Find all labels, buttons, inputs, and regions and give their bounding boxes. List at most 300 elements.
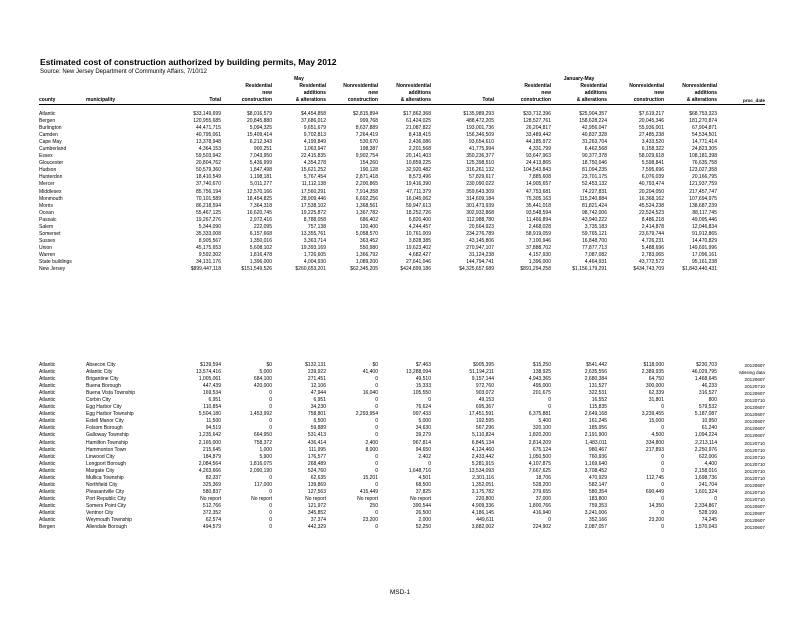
- value-cell: 1,169,640: [584, 460, 607, 467]
- value-cell: 120,400: [359, 223, 378, 230]
- proc-date-cell: [717, 181, 765, 188]
- proc-date-cell: [717, 132, 765, 139]
- value-cell: 190,128: [359, 167, 378, 174]
- proc-date-cell: [717, 125, 765, 132]
- value-cell: 16,368,162: [638, 195, 664, 202]
- county-row: [39, 118, 765, 125]
- header-cell: construction: [326, 97, 378, 105]
- value-cell: 5,598,841: [641, 160, 664, 167]
- value-cell: 4,107,875: [528, 460, 551, 467]
- value-cell: 1,094,224: [694, 432, 717, 439]
- value-cell: $0: [372, 362, 378, 368]
- value-cell: 17,096,161: [691, 251, 717, 258]
- value-cell: 2,389,935: [641, 369, 664, 376]
- value-cell: 40,795,061: [195, 132, 221, 139]
- value-cell: 4,244,457: [408, 223, 431, 230]
- value-cell: 13,378,948: [195, 139, 221, 146]
- value-cell: 19,225,872: [300, 209, 326, 216]
- proc-date-cell: 20120710: [744, 440, 765, 446]
- municipality-row: [39, 454, 765, 461]
- value-cell: 34,131,176: [195, 258, 221, 265]
- value-cell: 0: [269, 474, 272, 481]
- value-cell: 17,451,591: [468, 411, 494, 418]
- value-cell: 23,200: [648, 517, 664, 524]
- value-cell: 12,106: [310, 383, 326, 390]
- value-cell: 325,369: [202, 481, 221, 488]
- municipality-cell: Hamilton Township: [86, 439, 128, 446]
- value-cell: 0: [269, 397, 272, 404]
- value-cell: 107,694,975: [689, 195, 717, 202]
- header-cell: & alterations: [551, 97, 607, 105]
- value-cell: 2,090,190: [249, 467, 272, 474]
- value-cell: 760,936: [588, 453, 607, 460]
- municipality-row: [39, 411, 765, 418]
- value-cell: 4,364,153: [198, 146, 221, 153]
- municipality-row: [39, 503, 765, 510]
- value-cell: $33,712,396: [523, 111, 551, 117]
- header-cell: new: [541, 90, 551, 96]
- header-cell: construction: [221, 97, 272, 105]
- value-cell: $230,703: [696, 362, 717, 368]
- value-cell: 76,624: [415, 404, 431, 411]
- value-cell: 127,563: [307, 488, 326, 495]
- value-cell: No report: [200, 495, 221, 502]
- value-cell: 4,157,930: [528, 251, 551, 258]
- county-row: [39, 238, 765, 245]
- value-cell: 27,641,046: [405, 258, 431, 265]
- value-cell: 300,000: [645, 383, 664, 390]
- proc-date-cell: [717, 153, 765, 160]
- municipality-cell: Galloway Township: [86, 432, 129, 439]
- value-cell: 0: [269, 524, 272, 531]
- value-cell: 6,951: [208, 397, 221, 404]
- header-cell: county: [39, 97, 86, 105]
- value-cell: 4,909,336: [471, 502, 494, 509]
- proc-date-cell: 20120607: [744, 518, 765, 524]
- value-cell: 43,145,806: [468, 237, 494, 244]
- value-cell: 234,276,789: [466, 230, 494, 237]
- value-cell: 11,500: [206, 418, 221, 425]
- value-cell: 372,352: [202, 509, 221, 516]
- municipality-cell: Northfield City: [86, 481, 118, 488]
- value-cell: 2,293,954: [355, 411, 378, 418]
- municipality-cell: [86, 210, 170, 217]
- value-cell: 5,436,999: [249, 160, 272, 167]
- value-cell: 495,000: [532, 383, 551, 390]
- proc-date-cell: 20120710: [744, 461, 765, 467]
- municipality-cell: Margate City: [86, 467, 115, 474]
- value-cell: 320,100: [532, 425, 551, 432]
- value-cell: 34,630: [415, 425, 431, 432]
- value-cell: 3,828,385: [408, 237, 431, 244]
- municipality-row: [39, 475, 765, 482]
- value-cell: 181,270,874: [689, 118, 717, 125]
- value-cell: 93,654,610: [468, 139, 494, 146]
- value-cell: 20,045,346: [638, 118, 664, 125]
- municipality-cell: Corbin City: [86, 397, 111, 404]
- value-cell: 4,354,278: [303, 160, 326, 167]
- county-cell: Hudson: [39, 167, 57, 174]
- value-cell: 4,464,931: [584, 258, 607, 265]
- county-cell: Atlantic: [39, 502, 56, 509]
- value-cell: 2,783,065: [641, 251, 664, 258]
- proc-date-cell: 20120710: [744, 384, 765, 390]
- proc-date-cell: [717, 245, 765, 252]
- value-cell: 1,089,200: [355, 258, 378, 265]
- proc-date-cell: 20120710: [744, 489, 765, 495]
- value-cell: 32,920,482: [405, 167, 431, 174]
- value-cell: 68,500: [415, 481, 431, 488]
- municipality-row: [39, 489, 765, 496]
- proc-date-cell: 20120607: [744, 405, 765, 411]
- value-cell: 34,230: [310, 404, 326, 411]
- proc-date-cell: 20120607: [744, 391, 765, 397]
- county-cell: Atlantic: [39, 495, 56, 502]
- value-cell: 3,708,452: [584, 467, 607, 474]
- value-cell: 15,333: [415, 383, 431, 390]
- value-cell: 18,410,549: [195, 174, 221, 181]
- header-cell: additions: [584, 90, 607, 96]
- county-cell: Passaic: [39, 216, 57, 223]
- value-cell: 10,859,225: [405, 160, 431, 167]
- municipality-cell: Mullica Township: [86, 474, 124, 481]
- value-cell: 62,574: [205, 517, 221, 524]
- header-cell: [170, 90, 221, 97]
- value-cell: 117,000: [254, 481, 272, 488]
- county-cell: Middlesex: [39, 188, 62, 195]
- proc-date-cell: 20120607: [744, 363, 765, 368]
- value-cell: 7,264,419: [355, 132, 378, 139]
- value-cell: 2,814,209: [528, 439, 551, 446]
- municipality-cell: [86, 153, 170, 160]
- proc-date-cell: [717, 224, 765, 231]
- value-cell: 664,950: [253, 432, 272, 439]
- value-cell: 0: [269, 517, 272, 524]
- value-cell: 50,579,360: [195, 167, 221, 174]
- value-cell: 2,400: [365, 439, 378, 446]
- value-cell: 13,355,761: [300, 230, 326, 237]
- value-cell: 322,531: [588, 390, 607, 397]
- value-cell: No report: [251, 495, 272, 502]
- value-cell: 1,726,605: [303, 251, 326, 258]
- value-cell: 19,267,276: [195, 216, 221, 223]
- value-cell: 0: [714, 495, 717, 502]
- municipality-cell: Hammonton Town: [86, 446, 127, 453]
- value-cell: 8,000: [365, 446, 378, 453]
- value-cell: 46,233: [701, 383, 717, 390]
- value-cell: 110,854: [203, 404, 221, 411]
- value-cell: 2,334,867: [694, 502, 717, 509]
- value-cell: 198,387: [359, 146, 378, 153]
- value-cell: 0: [375, 453, 378, 460]
- value-cell: 9,592,302: [198, 251, 221, 258]
- value-cell: 2,165,000: [198, 439, 221, 446]
- value-cell: 0: [661, 460, 664, 467]
- value-cell: 2,433,442: [471, 453, 494, 460]
- value-cell: 14,470,829: [691, 237, 717, 244]
- municipality-row: [39, 524, 765, 531]
- value-cell: 201,675: [532, 390, 551, 397]
- value-cell: 20,804,762: [195, 160, 221, 167]
- value-cell: 759,353: [588, 502, 607, 509]
- value-cell: 59,947,613: [405, 202, 431, 209]
- municipality-cell: [86, 217, 170, 224]
- value-cell: 27,485,238: [638, 132, 664, 139]
- value-cell: 220,800: [475, 495, 494, 502]
- value-cell: 7,667,625: [528, 467, 551, 474]
- value-cell: 1,570,043: [694, 524, 717, 531]
- value-cell: No report: [410, 495, 431, 502]
- value-cell: 47,944: [310, 390, 326, 397]
- value-cell: 1,396,000: [528, 258, 551, 265]
- value-cell: 192,595: [475, 418, 494, 425]
- header-cell: Nonresidential: [682, 83, 717, 89]
- value-cell: 5,400: [538, 418, 551, 425]
- value-cell: 0: [375, 425, 378, 432]
- value-cell: $541,442: [586, 362, 607, 368]
- value-cell: 0: [661, 404, 664, 411]
- value-cell: 45,524,238: [638, 202, 664, 209]
- municipality-cell: [86, 125, 170, 132]
- report-source: Source: New Jersey Department of Community Affairs, 7/10/12: [40, 69, 207, 75]
- value-cell: 13,574,416: [195, 369, 221, 376]
- value-cell: 193,001,736: [466, 125, 494, 132]
- value-cell: 997,433: [412, 411, 431, 418]
- value-cell: 488,472,205: [466, 118, 494, 125]
- county-row: [39, 146, 765, 153]
- value-cell: $905,395: [473, 362, 494, 368]
- proc-date-cell: [717, 203, 765, 210]
- value-cell: 567,296: [475, 425, 494, 432]
- value-cell: 4,004,930: [303, 258, 326, 265]
- value-cell: 3,363,714: [303, 237, 326, 244]
- header-row-1: [39, 83, 765, 90]
- county-row: [39, 153, 765, 160]
- county-cell: Atlantic: [39, 397, 56, 404]
- proc-date-cell: 20120607: [744, 510, 765, 516]
- county-cell: Essex: [39, 153, 53, 160]
- value-cell: 2,871,418: [355, 174, 378, 181]
- value-cell: 230,090,022: [466, 181, 494, 188]
- value-cell: 15,000: [648, 418, 664, 425]
- value-cell: 59,765,121: [581, 230, 607, 237]
- municipality-cell: Port Republic City: [86, 495, 127, 502]
- value-cell: 112,745: [646, 474, 664, 481]
- value-cell: 4,263,666: [198, 467, 221, 474]
- value-cell: 1,468,645: [694, 376, 717, 383]
- value-cell: 2,414,878: [641, 223, 664, 230]
- value-cell: 11,466,894: [526, 216, 551, 223]
- value-cell: $0: [266, 362, 272, 368]
- municipality-row: [39, 425, 765, 432]
- value-cell: 550,980: [359, 244, 378, 251]
- value-cell: 31,801: [648, 397, 664, 404]
- value-cell: 1,800,766: [528, 502, 551, 509]
- value-cell: 3,735,183: [584, 223, 607, 230]
- header-cell: Residential: [245, 83, 272, 89]
- value-cell: 390,544: [412, 502, 431, 509]
- header-cell: Total: [170, 97, 221, 105]
- municipality-row: [39, 362, 765, 369]
- value-cell: 45,175,653: [195, 244, 221, 251]
- value-cell: 2,436,086: [408, 139, 431, 146]
- municipality-cell: Linwood City: [86, 453, 115, 460]
- county-cell: State buildings: [39, 258, 72, 265]
- value-cell: 70,101,589: [195, 195, 221, 202]
- value-cell: 0: [269, 488, 272, 495]
- value-cell: 579,532: [698, 404, 717, 411]
- county-row: [39, 245, 765, 252]
- proc-date-cell: 20120607: [744, 419, 765, 425]
- value-cell: 3,241,006: [584, 509, 607, 516]
- value-cell: 0: [661, 481, 664, 488]
- county-cell: Bergen: [39, 118, 56, 125]
- value-cell: 5,344,090: [198, 223, 221, 230]
- value-cell: 314,609,184: [466, 195, 494, 202]
- value-cell: 900,251: [253, 146, 272, 153]
- municipality-cell: [86, 252, 170, 259]
- value-cell: $33,149,699: [193, 111, 221, 117]
- value-cell: 43,772,572: [638, 258, 664, 265]
- value-cell: 75,305,163: [525, 195, 551, 202]
- value-cell: 363,452: [359, 237, 378, 244]
- value-cell: 88,117,745: [692, 209, 717, 216]
- value-cell: 149,691,996: [689, 244, 717, 251]
- value-cell: $4,325,657,689: [459, 266, 494, 273]
- value-cell: 222,095: [253, 223, 272, 230]
- proc-date-cell: [717, 189, 765, 196]
- header-cell: new: [262, 90, 272, 96]
- county-cell: Burlington: [39, 125, 62, 132]
- value-cell: 1,352,051: [471, 481, 494, 488]
- value-cell: 93,548,594: [525, 209, 551, 216]
- county-row: [39, 217, 765, 224]
- county-cell: Atlantic: [39, 418, 56, 425]
- value-cell: 442,329: [307, 524, 326, 531]
- value-cell: 0: [428, 460, 431, 467]
- county-cell: Atlantic: [39, 111, 56, 117]
- value-cell: 5,000: [418, 418, 431, 425]
- municipality-cell: Allendale Borough: [86, 524, 127, 531]
- municipality-cell: [86, 146, 170, 153]
- municipality-cell: [86, 238, 170, 245]
- header-cell: construction: [494, 97, 551, 105]
- municipality-row: [39, 440, 765, 447]
- value-cell: 1,000: [259, 446, 272, 453]
- value-cell: 359,643,309: [466, 188, 494, 195]
- value-cell: 81,821,424: [581, 202, 607, 209]
- county-cell: Ocean: [39, 209, 54, 216]
- municipality-row: [39, 468, 765, 475]
- proc-date-cell: 20120607: [744, 433, 765, 439]
- value-cell: 0: [661, 524, 664, 531]
- county-row: [39, 203, 765, 210]
- county-row: [39, 167, 765, 174]
- value-cell: 18,706: [535, 474, 551, 481]
- value-cell: 13,534,093: [468, 467, 494, 474]
- proc-date-cell: [717, 139, 765, 146]
- value-cell: 94,519: [205, 425, 221, 432]
- value-cell: 2,000: [418, 517, 431, 524]
- value-cell: 74,227,831: [581, 188, 607, 195]
- county-cell: Sussex: [39, 237, 56, 244]
- value-cell: 47,753,681: [525, 188, 551, 195]
- value-cell: 41,775,994: [468, 146, 494, 153]
- value-cell: 81,094,235: [581, 167, 607, 174]
- header-cell: & alterations: [378, 97, 431, 105]
- county-cell: Atlantic: [39, 383, 56, 390]
- header-cell: Residential: [580, 83, 607, 89]
- value-cell: 185,956: [588, 425, 607, 432]
- county-cell: Morris: [39, 202, 53, 209]
- report-title: Estimated cost of construction authorized by building permits, May 2012: [40, 57, 337, 67]
- header-cell: [170, 83, 221, 90]
- value-cell: 580,837: [202, 488, 221, 495]
- county-row: [39, 160, 765, 167]
- value-cell: $7,619,217: [638, 111, 664, 117]
- proc-date-cell: 20120710: [744, 398, 765, 404]
- value-cell: 49,153: [478, 397, 494, 404]
- municipality-cell: Buena Vista Township: [86, 390, 136, 397]
- municipality-row: [39, 404, 765, 411]
- value-cell: 0: [661, 509, 664, 516]
- header-cell: construction: [607, 97, 664, 105]
- municipality-cell: Atlantic City: [86, 369, 113, 376]
- value-cell: 686,402: [359, 216, 378, 223]
- municipality-row: [39, 376, 765, 383]
- header-cell: [431, 90, 494, 97]
- value-cell: 1,820,200: [528, 432, 551, 439]
- value-cell: 11,112,138: [301, 181, 326, 188]
- value-cell: 3,175,782: [471, 488, 494, 495]
- value-cell: 37,686,012: [300, 118, 326, 125]
- value-cell: 158,628,224: [579, 118, 607, 125]
- value-cell: 64,750: [648, 376, 664, 383]
- value-cell: 0: [375, 467, 378, 474]
- proc-date-cell: [717, 259, 765, 266]
- county-row: [39, 196, 765, 203]
- value-cell: 5,488,696: [641, 244, 664, 251]
- value-cell: 8,486,218: [641, 216, 664, 223]
- value-cell: 316,261,132: [466, 167, 494, 174]
- value-cell: 76,635,758: [691, 160, 717, 167]
- value-cell: 215,645: [202, 446, 221, 453]
- value-cell: 77,877,713: [581, 244, 607, 251]
- header-cell: [717, 90, 765, 97]
- county-cell: Monmouth: [39, 195, 63, 202]
- value-cell: 7,100,946: [528, 237, 551, 244]
- proc-date-cell: [717, 146, 765, 153]
- value-cell: 528,200: [532, 481, 551, 488]
- value-cell: 470,929: [588, 474, 607, 481]
- municipality-row: [39, 510, 765, 517]
- value-cell: 7,914,358: [355, 188, 378, 195]
- value-cell: 530,670: [359, 139, 378, 146]
- value-cell: 22,524,523: [638, 209, 664, 216]
- value-cell: 903,072: [475, 390, 494, 397]
- value-cell: 334,800: [645, 439, 664, 446]
- value-cell: 28,909,446: [300, 195, 326, 202]
- value-cell: 2,250,976: [694, 446, 717, 453]
- value-cell: 1,396,000: [249, 258, 272, 265]
- value-cell: 3,239,455: [641, 411, 664, 418]
- value-cell: 757,138: [307, 223, 326, 230]
- value-cell: 115,240,884: [579, 195, 607, 202]
- value-cell: 9,702,813: [303, 132, 326, 139]
- value-cell: 35,333,008: [195, 230, 221, 237]
- value-cell: 20,204,050: [638, 188, 664, 195]
- value-cell: 302,932,868: [466, 209, 494, 216]
